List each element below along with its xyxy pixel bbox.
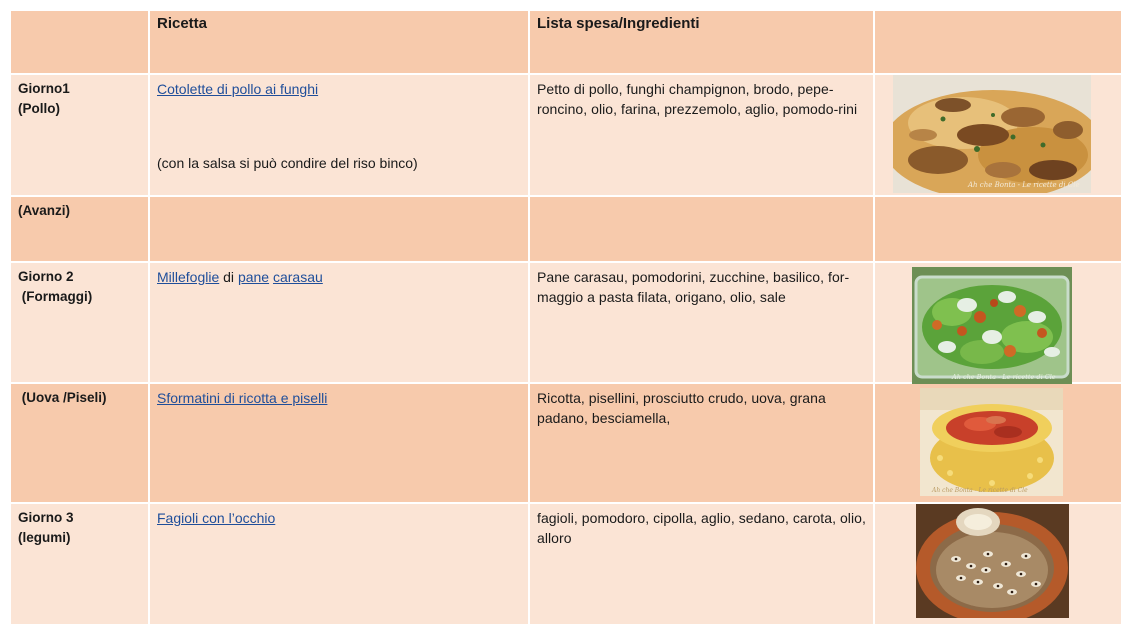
day-label: Giorno1 (Pollo) [18, 81, 70, 116]
recipe-cell [149, 196, 529, 262]
header-cell-list [529, 10, 874, 74]
image-cell [874, 383, 1122, 503]
ingredients-cell [529, 74, 874, 196]
photo-sformatini [920, 388, 1063, 496]
image-cell [874, 196, 1122, 262]
photo-watermark: Ah che Bonta - Le ricette di Cle [968, 181, 1080, 189]
table-row [10, 262, 1122, 383]
table-row [10, 196, 1122, 262]
day-cell [10, 503, 149, 625]
recipe-cell [149, 74, 529, 196]
ingredients-cell [529, 196, 874, 262]
day-cell [10, 196, 149, 262]
ingredients-text: Pane carasau, pomodorini, zucchine, basilico, for-maggio a pasta filata, origano, olio, sale [537, 269, 850, 305]
day-cell [10, 383, 149, 503]
ingredients-text: Ricotta, pisellini, prosciutto crudo, uova, grana padano, besciamella, [537, 390, 826, 426]
photo-millefoglie-carasau [912, 267, 1072, 385]
recipe-joiner: di [223, 269, 235, 285]
recipe-cell [149, 503, 529, 625]
header-recipe-label: Ricetta [157, 15, 208, 32]
recipe-cell [149, 262, 529, 383]
header-list-label: Lista spesa/Ingredienti [537, 15, 700, 32]
day-cell [10, 74, 149, 196]
header-cell-day [10, 10, 149, 74]
ingredients-cell [529, 383, 874, 503]
day-label: (Avanzi) [18, 203, 71, 218]
header-image-label [875, 11, 1121, 14]
header-day-label [11, 11, 148, 14]
recipe-link-pane[interactable]: pane [237, 269, 270, 285]
day-label: Giorno 2 (Formaggi) [18, 269, 93, 304]
table-row [10, 503, 1122, 625]
day-cell [10, 262, 149, 383]
recipe-link[interactable]: Sformatini di ricotta e piselli [157, 390, 328, 406]
header-cell-image [874, 10, 1122, 74]
table-row [10, 383, 1122, 503]
header-cell-recipe [149, 10, 529, 74]
photo-watermark: Ah che Bonta - Le ricette di Cle [952, 373, 1056, 381]
day-label: Giorno 3 (legumi) [18, 510, 74, 545]
recipe-link-carasau[interactable]: carasau [272, 269, 323, 285]
table-row [10, 74, 1122, 196]
image-cell [874, 503, 1122, 625]
recipe-link[interactable]: Cotolette di pollo ai funghi [157, 81, 319, 97]
recipe-link[interactable]: Fagioli con l’occhio [157, 510, 276, 526]
meal-plan-table [9, 9, 1123, 626]
day-label: (Uova /Piseli) [18, 390, 107, 405]
ingredients-cell [529, 503, 874, 625]
recipe-cell [149, 383, 529, 503]
recipe-note: (con la salsa si può condire del riso binco) [157, 155, 418, 171]
recipe-link-millefoglie[interactable]: Millefoglie [157, 269, 220, 285]
table-header-row [10, 10, 1122, 74]
photo-chicken-mushrooms [893, 75, 1091, 193]
image-cell [874, 74, 1122, 196]
photo-fagioli-occhio [916, 504, 1069, 618]
ingredients-text: fagioli, pomodoro, cipolla, aglio, sedano, carota, olio, alloro [537, 510, 866, 546]
ingredients-text: Petto di pollo, funghi champignon, brodo, pepe-roncino, olio, farina, prezzemolo, aglio, pomodo-rini [537, 81, 858, 117]
photo-watermark: Ah che Bonta - Le ricette di Cle [932, 487, 1028, 494]
ingredients-cell [529, 262, 874, 383]
image-cell [874, 262, 1122, 383]
